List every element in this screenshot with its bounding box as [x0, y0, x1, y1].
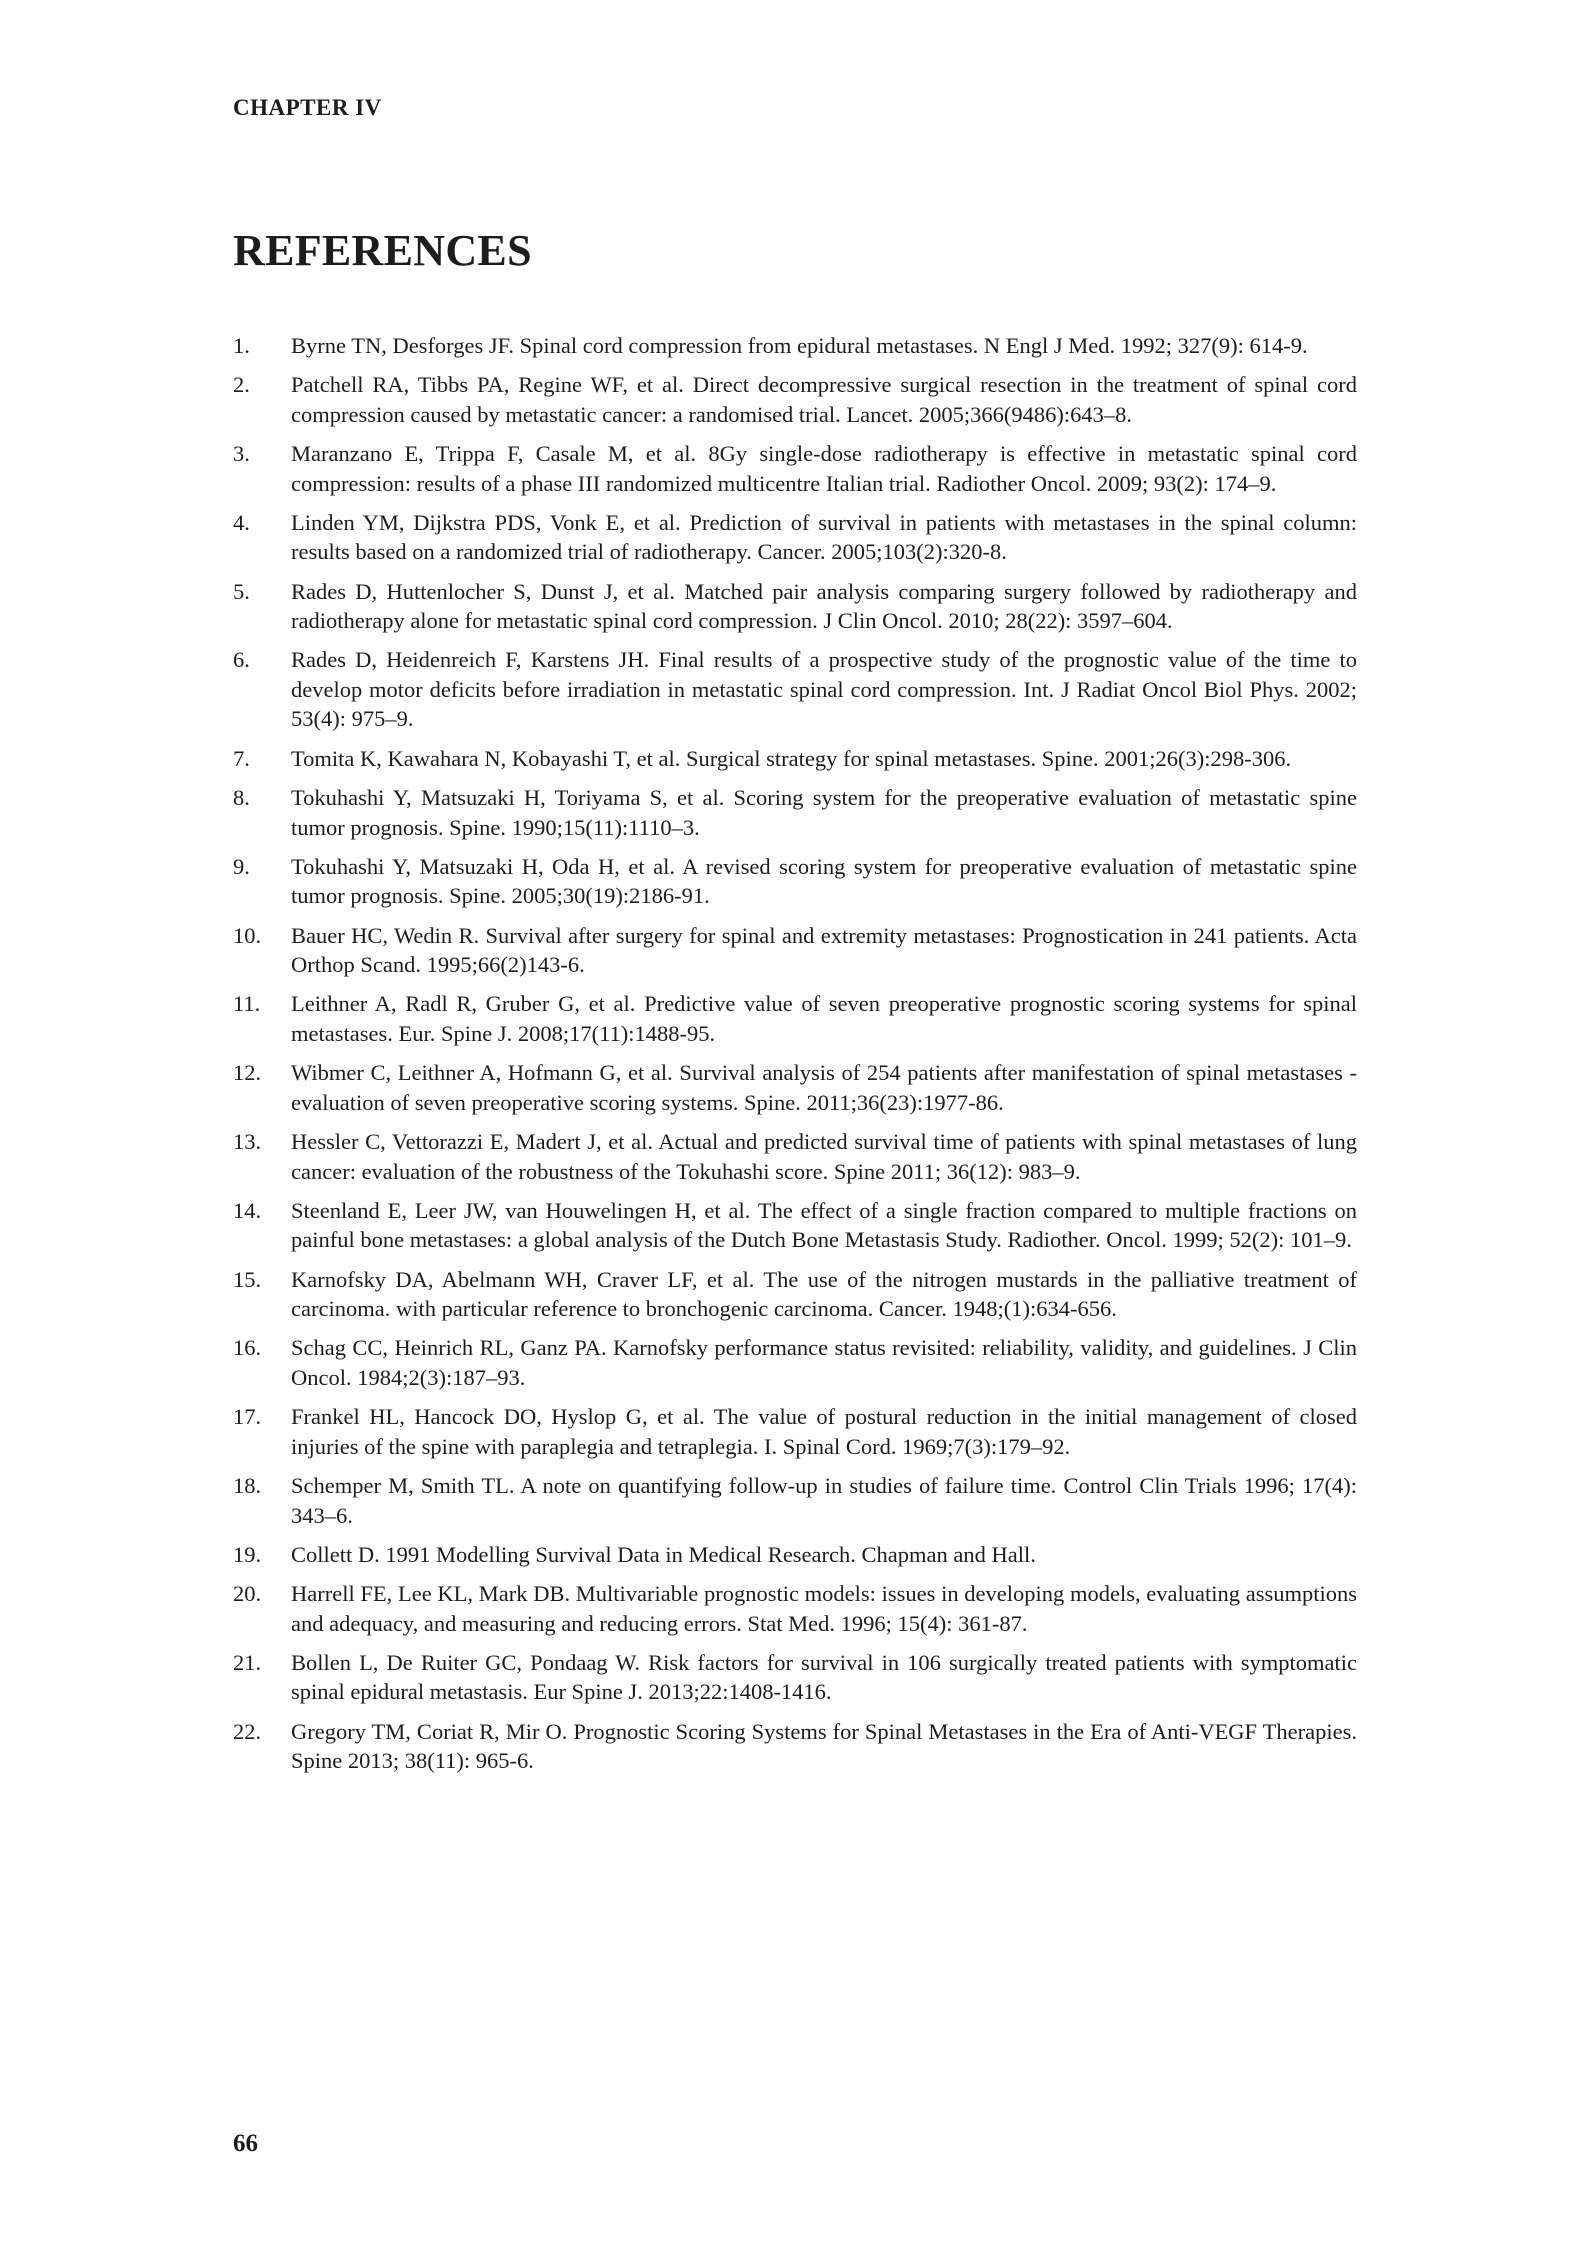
reference-number: 11.	[233, 991, 261, 1017]
reference-text: Schemper M, Smith TL. A note on quantifying follow-up in studies of failure time. Control Clin Trials 1996; 17(4): 343–6.	[291, 1473, 1357, 1528]
reference-item	[233, 1579, 1357, 1638]
reference-item	[233, 1196, 1357, 1255]
reference-text: Bauer HC, Wedin R. Survival after surgery for spinal and extremity metastases: Prognostication in 241 patients. Acta Orthop Scand. 1995;66(2)143-6.	[291, 922, 1357, 978]
reference-item	[233, 645, 1357, 734]
reference-number: 8.	[233, 785, 250, 811]
page-number: 66	[233, 2130, 258, 2157]
reference-text: Collett D. 1991 Modelling Survival Data in Medical Research. Chapman and Hall.	[291, 1541, 1036, 1567]
reference-text: Wibmer C, Leithner A, Hofmann G, et al. Survival analysis of 254 patients after manifestation of spinal metastases - evaluation of seven preoperative scoring systems. Spine. 2011;36(23):1977-86.	[291, 1060, 1357, 1115]
reference-number: 3.	[233, 441, 250, 467]
page-title: REFERENCES	[233, 226, 532, 275]
reference-number: 9.	[233, 853, 250, 879]
reference-text: Rades D, Heidenreich F, Karstens JH. Final results of a prospective study of the prognostic value of the time to develop motor deficits before irradiation in metastatic spinal cord compression. Int. J Radiat Oncol Biol Phys. 2002; 53(4): 975–9.	[291, 647, 1357, 732]
reference-text: Bollen L, De Ruiter GC, Pondaag W. Risk factors for survival in 106 surgically treated patients with symptomatic spinal epidural metastasis. Eur Spine J. 2013;22:1408-1416.	[291, 1649, 1357, 1705]
reference-number: 15.	[233, 1266, 262, 1292]
reference-item	[233, 508, 1357, 567]
reference-text: Tomita K, Kawahara N, Kobayashi T, et al. Surgical strategy for spinal metastases. Spine. 2001;26(3):298-306.	[291, 745, 1292, 771]
reference-item	[233, 852, 1357, 911]
reference-item	[233, 370, 1357, 429]
reference-item	[233, 1058, 1357, 1117]
reference-number: 22.	[233, 1718, 262, 1744]
reference-text: Linden YM, Dijkstra PDS, Vonk E, et al. Prediction of survival in patients with metastases in the spinal column: results based on a randomized trial of radiotherapy. Cancer. 2005;103(2):320-8.	[291, 509, 1357, 565]
reference-text: Schag CC, Heinrich RL, Ganz PA. Karnofsky performance status revisited: reliability, validity, and guidelines. J Clin Oncol. 1984;2(3):187–93.	[291, 1335, 1357, 1390]
reference-text: Tokuhashi Y, Matsuzaki H, Toriyama S, et al. Scoring system for the preoperative evaluation of metastatic spine tumor prognosis. Spine. 1990;15(11):1110–3.	[291, 785, 1357, 840]
reference-text: Rades D, Huttenlocher S, Dunst J, et al. Matched pair analysis comparing surgery followed by radiotherapy and radiotherapy alone for metastatic spinal cord compression. J Clin Oncol. 2010; 28(22): 3597–604.	[291, 578, 1357, 634]
reference-text: Steenland E, Leer JW, van Houwelingen H, et al. The effect of a single fraction compared to multiple fractions on painful bone metastases: a global analysis of the Dutch Bone Metastasis Study. Radiother. Oncol. 1999; 52(2): 101–9.	[291, 1197, 1357, 1253]
reference-number: 20.	[233, 1581, 262, 1607]
reference-item	[233, 1471, 1357, 1530]
reference-number: 4.	[233, 509, 250, 535]
reference-number: 2.	[233, 372, 250, 398]
reference-item	[233, 331, 1357, 361]
reference-item	[233, 1333, 1357, 1392]
reference-text: Frankel HL, Hancock DO, Hyslop G, et al. The value of postural reduction in the initial management of closed injuries of the spine with paraplegia and tetraplegia. I. Spinal Cord. 1969;7(3):179–92.	[291, 1404, 1357, 1459]
reference-number: 1.	[233, 333, 250, 358]
reference-text: Patchell RA, Tibbs PA, Regine WF, et al. Direct decompressive surgical resection in the treatment of spinal cord compression caused by metastatic cancer: a randomised trial. Lancet. 2005;366(9486):643–8.	[291, 372, 1357, 427]
chapter-heading: CHAPTER IV	[233, 95, 382, 120]
reference-number: 7.	[233, 745, 250, 771]
reference-item	[233, 989, 1357, 1048]
reference-text: Gregory TM, Coriat R, Mir O. Prognostic Scoring Systems for Spinal Metastases in the Era of Anti-VEGF Therapies. Spine 2013; 38(11): 965-6.	[291, 1718, 1357, 1774]
reference-text: Karnofsky DA, Abelmann WH, Craver LF, et al. The use of the nitrogen mustards in the palliative treatment of carcinoma. with particular reference to bronchogenic carcinoma. Cancer. 1948;(1):634-656.	[291, 1266, 1357, 1322]
reference-number: 10.	[233, 922, 262, 948]
reference-text: Byrne TN, Desforges JF. Spinal cord compression from epidural metastases. N Engl J Med. 1992; 327(9): 614-9.	[291, 333, 1308, 358]
reference-number: 14.	[233, 1197, 262, 1223]
reference-list	[233, 331, 1357, 1786]
reference-text: Hessler C, Vettorazzi E, Madert J, et al. Actual and predicted survival time of patients with spinal metastases of lung cancer: evaluation of the robustness of the Tokuhashi score. Spine 2011; 36(12): 983–9.	[291, 1129, 1357, 1184]
reference-item	[233, 1265, 1357, 1324]
reference-number: 18.	[233, 1473, 262, 1499]
reference-number: 12.	[233, 1060, 262, 1086]
reference-number: 17.	[233, 1404, 262, 1430]
reference-item	[233, 1717, 1357, 1776]
reference-item	[233, 1648, 1357, 1707]
reference-item	[233, 577, 1357, 636]
reference-item	[233, 783, 1357, 842]
reference-number: 5.	[233, 578, 250, 604]
reference-item	[233, 744, 1357, 774]
reference-number: 13.	[233, 1129, 262, 1155]
reference-item	[233, 1402, 1357, 1461]
reference-item	[233, 921, 1357, 980]
reference-number: 16.	[233, 1335, 262, 1361]
reference-text: Leithner A, Radl R, Gruber G, et al. Predictive value of seven preoperative prognostic scoring systems for spinal metastases. Eur. Spine J. 2008;17(11):1488-95.	[291, 991, 1357, 1046]
reference-item	[233, 1540, 1357, 1570]
reference-number: 21.	[233, 1649, 262, 1675]
reference-item	[233, 439, 1357, 498]
reference-text: Tokuhashi Y, Matsuzaki H, Oda H, et al. A revised scoring system for preoperative evaluation of metastatic spine tumor prognosis. Spine. 2005;30(19):2186-91.	[291, 853, 1357, 909]
reference-text: Harrell FE, Lee KL, Mark DB. Multivariable prognostic models: issues in developing models, evaluating assumptions and adequacy, and measuring and reducing errors. Stat Med. 1996; 15(4): 361-87.	[291, 1581, 1357, 1636]
reference-text: Maranzano E, Trippa F, Casale M, et al. 8Gy single-dose radiotherapy is effective in metastatic spinal cord compression: results of a phase III randomized multicentre Italian trial. Radiother Oncol. 2009; 93(2): 174–9.	[291, 441, 1357, 496]
reference-item	[233, 1127, 1357, 1186]
reference-number: 6.	[233, 647, 250, 673]
reference-number: 19.	[233, 1541, 262, 1567]
